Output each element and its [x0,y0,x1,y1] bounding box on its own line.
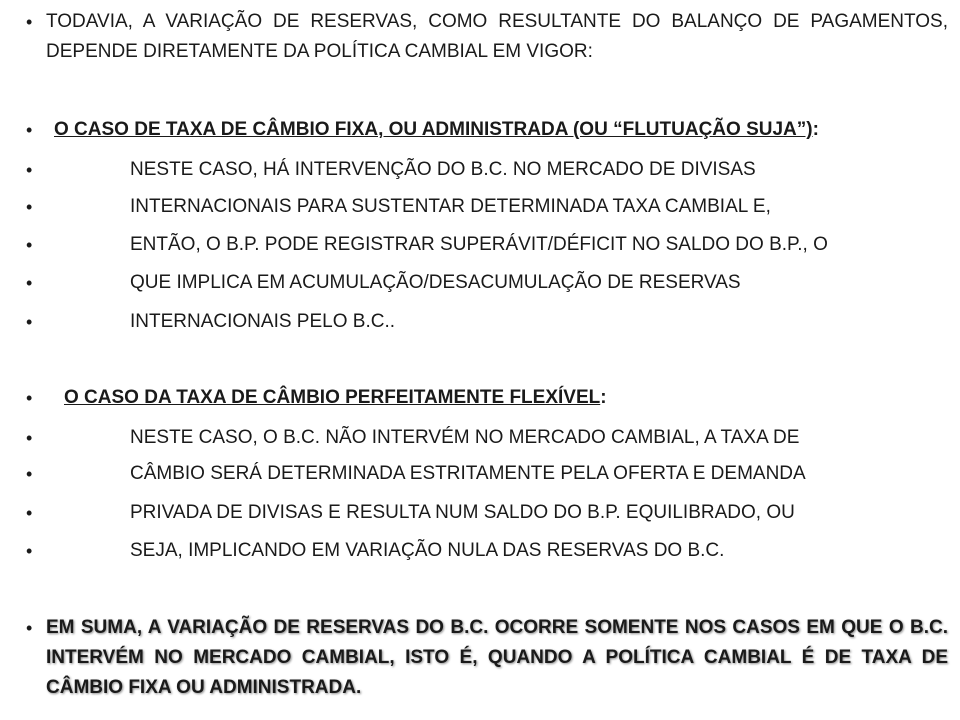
bullet-icon: • [26,235,33,255]
bullet-icon: • [26,503,33,523]
bullet-icon: • [26,618,33,638]
bullet-icon: • [26,388,33,408]
bullet-icon: • [26,464,33,484]
section1-line: QUE IMPLICA EM ACUMULAÇÃO/DESACUMULAÇÃO DE RESERVAS [130,272,741,293]
bullet-icon: • [26,12,33,32]
section2-line: PRIVADA DE DIVISAS E RESULTA NUM SALDO DO B.P. EQUILIBRADO, OU [130,502,795,523]
summary-text: EM SUMA, A VARIAÇÃO DE RESERVAS DO B.C. OCORRE SOMENTE NOS CASOS EM QUE O B.C. INTERVÉM NO MERCADO CAMBIAL, ISTO É, QUANDO A POLÍTICA CAMBIAL É DE TAXA DE CÂMBIO FIXA OU ADMINISTRADA. [46,617,948,698]
section1-line: ENTÃO, O B.P. PODE REGISTRAR SUPERÁVIT/DÉFICIT NO SALDO DO B.P., O [130,234,828,255]
bullet-icon: • [26,428,33,448]
bullet-icon: • [26,160,33,180]
section1-line: INTERNACIONAIS PARA SUSTENTAR DETERMINADA TAXA CAMBIAL E, [130,196,771,217]
intro-text: TODAVIA, A VARIAÇÃO DE RESERVAS, COMO RESULTANTE DO BALANÇO DE PAGAMENTOS, DEPENDE DIRETAMENTE DA POLÍTICA CAMBIAL EM VIGOR: [46,11,948,62]
section2-heading-text: O CASO DA TAXA DE CÂMBIO PERFEITAMENTE FLEXÍVEL [64,387,601,408]
section1-heading-text: O CASO DE TAXA DE CÂMBIO FIXA, OU ADMINISTRADA (OU “FLUTUAÇÃO SUJA”) [54,119,813,140]
section2-line: NESTE CASO, O B.C. NÃO INTERVÉM NO MERCADO CAMBIAL, A TAXA DE [130,427,800,448]
bullet-icon: • [26,312,33,332]
section1-line: NESTE CASO, HÁ INTERVENÇÃO DO B.C. NO MERCADO DE DIVISAS [130,159,756,180]
section2-line: SEJA, IMPLICANDO EM VARIAÇÃO NULA DAS RESERVAS DO B.C. [130,540,725,561]
section1-heading [54,115,948,145]
bullet-icon: • [26,120,33,140]
bullet-icon: • [26,273,33,293]
bullet-icon: • [26,197,33,217]
section2-heading [64,383,948,413]
section2-line: CÂMBIO SERÁ DETERMINADA ESTRITAMENTE PELA OFERTA E DEMANDA [130,463,806,484]
bullet-icon: • [26,541,33,561]
section1-heading-suffix: : [812,119,819,140]
section1-line: INTERNACIONAIS PELO B.C.. [130,311,395,332]
section2-heading-suffix: : [600,387,607,408]
